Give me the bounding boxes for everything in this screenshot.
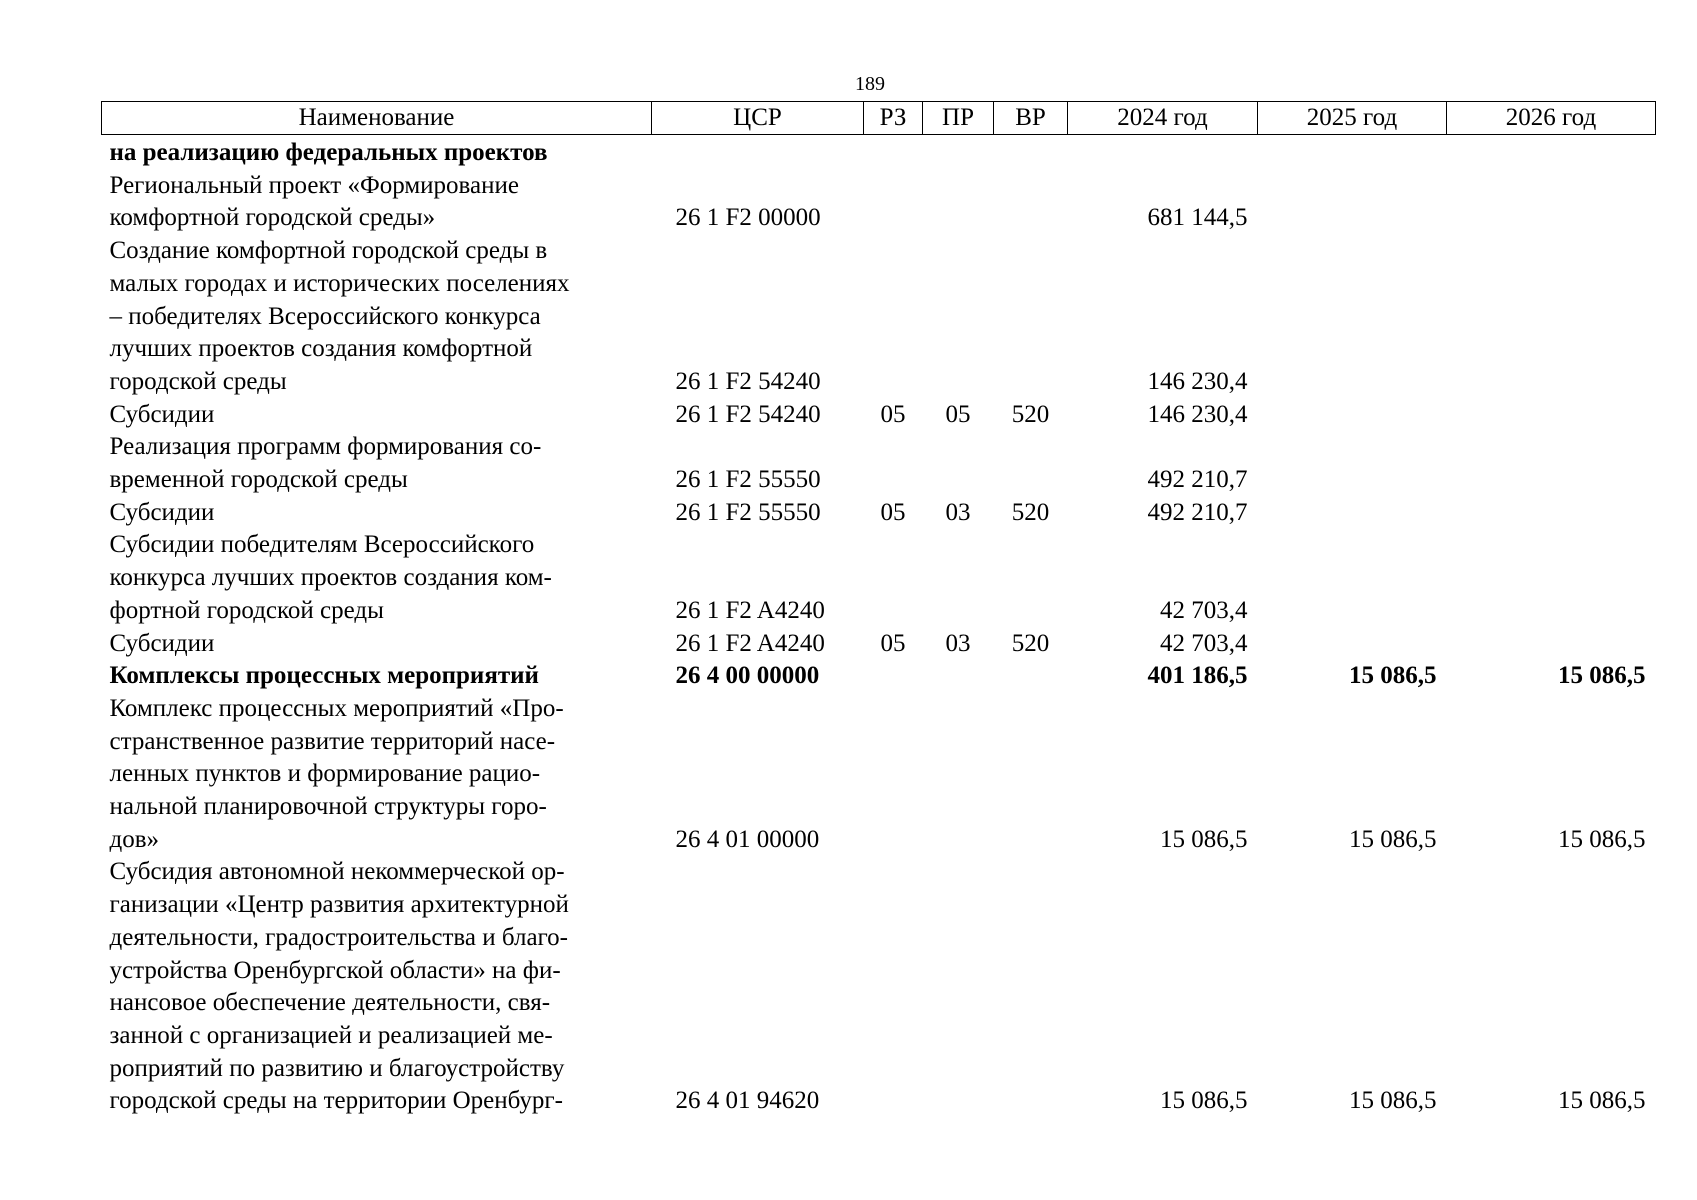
cell-name	[102, 431, 652, 496]
cell-rz	[864, 135, 923, 170]
cell-rz	[864, 693, 923, 857]
header-vr: ВР	[994, 102, 1068, 135]
cell-pr: 03	[945, 498, 971, 526]
cell-rz	[864, 170, 923, 235]
cell-vr	[994, 693, 1068, 857]
cell-pr	[923, 856, 994, 1118]
cell-2024	[1068, 135, 1258, 170]
name-line: городской среды	[109, 367, 287, 395]
cell-pr: 05	[945, 400, 971, 428]
cell-2025	[1258, 529, 1447, 627]
cell-csr: 26 1 F2 00000	[675, 204, 821, 232]
name-line: фортной городской среды	[109, 596, 384, 624]
table-row	[102, 235, 1656, 399]
name-line: Субсидии	[109, 629, 215, 657]
cell-2024: 146 230,4	[1147, 400, 1248, 428]
cell-vr	[994, 170, 1068, 235]
name-line: дов»	[109, 825, 160, 853]
cell-vr	[994, 235, 1068, 399]
cell-2025	[1258, 170, 1447, 235]
cell-2026	[1447, 235, 1656, 399]
cell-name	[102, 170, 652, 235]
name-line: Комплексы процессных мероприятий	[109, 662, 539, 690]
cell-pr	[923, 235, 994, 399]
header-name: Наименование	[102, 102, 652, 135]
cell-vr	[994, 660, 1068, 693]
name-line: деятельности, градостроительства и благо-	[109, 923, 569, 951]
cell-rz	[864, 235, 923, 399]
name-line: странственное развитие территорий насе-	[109, 727, 556, 755]
name-line: ленных пунктов и формирование рацио-	[109, 760, 541, 788]
name-line: Создание комфортной городской среды в	[109, 237, 548, 265]
cell-vr	[994, 856, 1068, 1118]
name-line: устройства Оренбургской области» на фи-	[109, 956, 561, 984]
name-line: занной с организацией и реализацией ме-	[109, 1021, 553, 1049]
cell-2025: 15 086,5	[1349, 1087, 1437, 1115]
cell-2024: 42 703,4	[1160, 596, 1248, 624]
table-row	[102, 497, 1656, 530]
cell-2026	[1447, 431, 1656, 496]
table-row	[102, 660, 1656, 693]
cell-2024: 15 086,5	[1160, 1087, 1248, 1115]
header-rz: РЗ	[864, 102, 923, 135]
table-row	[102, 399, 1656, 432]
cell-csr: 26 1 F2 54240	[675, 400, 821, 428]
cell-csr: 26 1 F2 54240	[675, 367, 821, 395]
table-header	[102, 102, 1656, 135]
cell-rz	[864, 529, 923, 627]
name-line: – победителях Всероссийского конкурса	[109, 302, 541, 330]
cell-csr: 26 1 F2 A4240	[675, 629, 825, 657]
cell-name	[102, 135, 652, 170]
name-line: городской среды на территории Оренбург-	[109, 1087, 563, 1115]
name-line: конкурса лучших проектов создания ком-	[109, 564, 552, 592]
cell-2025	[1258, 235, 1447, 399]
cell-2026	[1447, 529, 1656, 627]
header-row	[102, 102, 1656, 135]
cell-vr	[994, 431, 1068, 496]
cell-name	[102, 529, 652, 627]
cell-rz: 05	[880, 498, 906, 526]
header-2026: 2026 год	[1447, 102, 1656, 135]
cell-vr	[994, 135, 1068, 170]
name-line: нальной планировочной структуры горо-	[109, 793, 547, 821]
cell-pr	[923, 693, 994, 857]
page-number: 189	[855, 73, 885, 95]
cell-pr	[923, 431, 994, 496]
cell-2025	[1258, 497, 1447, 530]
cell-pr	[923, 135, 994, 170]
cell-csr: 26 1 F2 55550	[675, 466, 821, 494]
cell-2024: 681 144,5	[1147, 204, 1248, 232]
cell-csr	[652, 135, 864, 170]
cell-rz	[864, 660, 923, 693]
cell-2025	[1258, 135, 1447, 170]
cell-2026	[1447, 399, 1656, 432]
table-row	[102, 856, 1656, 1118]
cell-2024: 401 186,5	[1147, 662, 1248, 690]
cell-2025: 15 086,5	[1349, 825, 1437, 853]
name-line: лучших проектов создания комфортной	[109, 335, 533, 363]
table-row	[102, 628, 1656, 661]
name-line: малых городах и исторических поселениях	[109, 269, 570, 297]
cell-pr	[923, 170, 994, 235]
name-line: Реализация программ формирования со-	[109, 433, 542, 461]
table-row	[102, 693, 1656, 857]
cell-2026	[1447, 135, 1656, 170]
header-csr: ЦСР	[652, 102, 864, 135]
cell-2026	[1447, 170, 1656, 235]
table-row	[102, 431, 1656, 496]
cell-name	[102, 497, 652, 530]
cell-2025	[1258, 431, 1447, 496]
cell-vr: 520	[1011, 629, 1050, 657]
cell-2024: 492 210,7	[1147, 466, 1248, 494]
cell-rz: 05	[880, 629, 906, 657]
cell-2025	[1258, 628, 1447, 661]
name-line: Субсидии	[109, 498, 215, 526]
name-line: Субсидии	[109, 400, 215, 428]
header-pr: ПР	[923, 102, 994, 135]
cell-rz	[864, 431, 923, 496]
cell-2026: 15 086,5	[1558, 662, 1646, 690]
cell-2025: 15 086,5	[1349, 662, 1437, 690]
cell-name	[102, 693, 652, 857]
cell-2024: 15 086,5	[1160, 825, 1248, 853]
cell-name	[102, 660, 652, 693]
cell-vr: 520	[1011, 498, 1050, 526]
cell-csr: 26 4 01 00000	[675, 825, 820, 853]
cell-rz	[864, 856, 923, 1118]
cell-pr	[923, 660, 994, 693]
cell-2025	[1258, 399, 1447, 432]
name-line: Комплекс процессных мероприятий «Про-	[109, 694, 564, 722]
name-line: временной городской среды	[109, 466, 408, 494]
cell-csr: 26 4 00 00000	[675, 662, 820, 690]
cell-2026	[1447, 497, 1656, 530]
name-line: на реализацию федеральных проектов	[109, 139, 548, 166]
name-line: ганизации «Центр развития архитектурной	[109, 891, 569, 919]
cell-name	[102, 856, 652, 1118]
table-row	[102, 529, 1656, 627]
cell-name	[102, 628, 652, 661]
cell-csr: 26 1 F2 A4240	[675, 596, 825, 624]
name-line: комфортной городской среды»	[109, 204, 436, 232]
name-line: роприятий по развитию и благоустройству	[109, 1054, 565, 1082]
cell-vr: 520	[1011, 400, 1050, 428]
cell-vr	[994, 529, 1068, 627]
cell-2026: 15 086,5	[1558, 825, 1646, 853]
cell-name	[102, 235, 652, 399]
cell-csr: 26 1 F2 55550	[675, 498, 821, 526]
name-line: Субсидия автономной некоммерческой ор-	[109, 858, 565, 886]
cell-csr: 26 4 01 94620	[675, 1087, 820, 1115]
header-2024: 2024 год	[1068, 102, 1258, 135]
name-line: Региональный проект «Формирование	[109, 171, 519, 199]
cell-name	[102, 399, 652, 432]
cell-rz: 05	[880, 400, 906, 428]
table-row	[102, 135, 1656, 170]
cell-2026	[1447, 628, 1656, 661]
cell-2024: 492 210,7	[1147, 498, 1248, 526]
cell-pr	[923, 529, 994, 627]
cell-2026: 15 086,5	[1558, 1087, 1646, 1115]
name-line: нансовое обеспечение деятельности, свя-	[109, 989, 551, 1017]
budget-table	[101, 101, 1656, 1118]
name-line: Субсидии победителям Всероссийского	[109, 531, 535, 559]
table-body	[102, 135, 1656, 1119]
header-2025: 2025 год	[1258, 102, 1447, 135]
cell-2024: 146 230,4	[1147, 367, 1248, 395]
cell-pr: 03	[945, 629, 971, 657]
cell-2024: 42 703,4	[1160, 629, 1248, 657]
table-row	[102, 170, 1656, 235]
